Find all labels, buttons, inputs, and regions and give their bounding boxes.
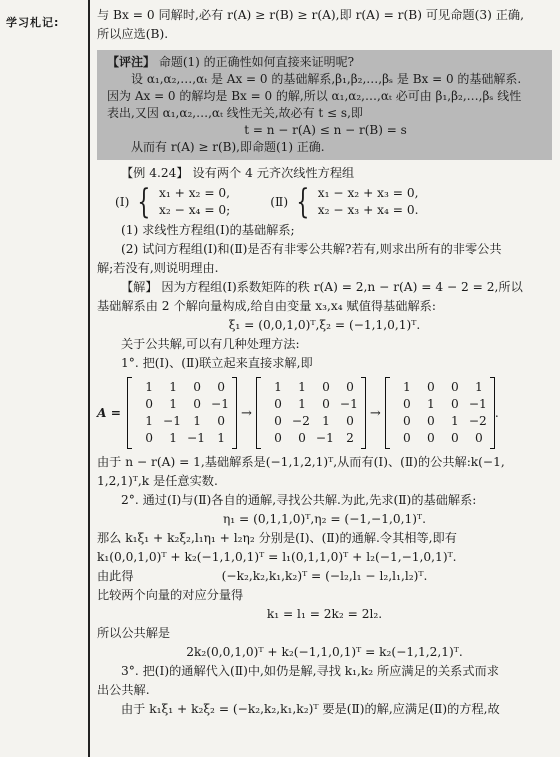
matrix-cell: 0	[451, 431, 459, 445]
solution-line: 【解】 因为方程组(Ⅰ)系数矩阵的秩 r(A) = 2,n − r(A) = 4 − 2 = 2,所以	[121, 280, 523, 294]
matrix-cell: 0	[427, 414, 435, 428]
matrix-cell: 1	[169, 380, 177, 394]
matrix-cell: 0	[346, 380, 354, 394]
equation-systems	[97, 182, 552, 222]
formula-eq3: k₁ = l₁ = 2k₂ = 2l₂.	[266, 607, 383, 621]
formula-eta: η₁ = (0,1,1,0)ᵀ,η₂ = (−1,−1,0,1)ᵀ.	[223, 512, 426, 526]
matrix-cell: −1	[468, 397, 487, 411]
text-line: 1,2,1)ᵀ,k 是任意实数.	[97, 474, 218, 488]
matrix-cell: 1	[145, 414, 153, 428]
remark-tag: 【评注】	[107, 55, 156, 69]
formula-eq1: k₁(0,0,1,0)ᵀ + k₂(−1,1,0,1)ᵀ = l₁(0,1,1,0)ᵀ + l₂(−1,−1,0,1)ᵀ.	[97, 550, 457, 564]
matrix-cell: 0	[427, 380, 435, 394]
matrix-period: .	[494, 405, 499, 420]
system-1	[115, 182, 231, 222]
text-line: 比较两个向量的对应分量得	[97, 588, 244, 602]
text-line: 由于 k₁ξ₁ + k₂ξ₂ = (−k₂,k₂,k₁,k₂)ᵀ 要是(Ⅱ)的解,应满足(Ⅱ)的方程,故	[121, 702, 500, 716]
remark-line: 设 α₁,α₂,…,αₜ 是 Ax = 0 的基础解系,β₁,β₂,…,βₛ 是 Bx = 0 的基础解系.	[131, 72, 522, 86]
matrix-cell: 0	[322, 397, 330, 411]
matrix-cell: 1	[451, 414, 459, 428]
matrix-cell: 0	[451, 380, 459, 394]
matrix-cell: 0	[346, 414, 354, 428]
matrix-cell: 0	[322, 380, 330, 394]
page-content	[97, 6, 552, 719]
matrix-cell: 0	[217, 380, 225, 394]
matrix-cell: −1	[187, 431, 205, 445]
text-line: 关于公共解,可以有几种处理方法:	[121, 337, 300, 351]
brace: {	[296, 182, 310, 222]
remark-line: 从而有 r(A) ≥ r(B),即命题(1) 正确.	[131, 140, 325, 154]
matrix-reduction	[97, 377, 552, 449]
matrix-cell: 1	[427, 397, 435, 411]
method-2: 2°. 通过(Ⅰ)与(Ⅱ)各自的通解,寻找公共解.为此,先求(Ⅱ)的基础解系:	[121, 493, 477, 507]
matrix-symbol: A =	[97, 405, 121, 420]
matrix-1	[127, 377, 237, 449]
matrix-cell: 1	[193, 414, 201, 428]
text-line: 出公共解.	[97, 683, 150, 697]
system-2	[270, 182, 419, 222]
matrix-cell: 1	[298, 397, 306, 411]
matrix-cell: 1	[169, 431, 177, 445]
text-line: 由于 n − r(A) = 1,基础解系是(−1,1,2,1)ᵀ,从而有(Ⅰ)、(Ⅱ)的公共解:k(−1,	[97, 455, 505, 469]
matrix-cell: −1	[315, 431, 334, 445]
matrix-cell: 0	[193, 380, 201, 394]
matrix-cell: −2	[291, 414, 310, 428]
equation: x₁ + x₂ = 0,	[158, 186, 231, 200]
matrix-2	[256, 377, 366, 449]
equation: x₂ − x₃ + x₄ = 0.	[317, 203, 419, 217]
matrix-cell: 0	[274, 414, 282, 428]
question: (1) 求线性方程组(Ⅰ)的基础解系;	[121, 223, 295, 237]
matrix-cell: 0	[145, 397, 153, 411]
system-2-label: (Ⅱ)	[270, 194, 289, 209]
equation: x₂ − x₄ = 0;	[158, 203, 231, 217]
matrix-cell: 1	[169, 397, 177, 411]
margin-rule	[88, 0, 90, 757]
matrix-cell: 0	[403, 397, 411, 411]
matrix-cell: 1	[475, 380, 483, 394]
matrix-cell: 2	[346, 431, 354, 445]
matrix-cell: 0	[403, 431, 411, 445]
matrix-cell: 0	[145, 431, 153, 445]
remark-formula: t = n − r(A) ≤ n − r(B) = s	[244, 123, 407, 137]
formula-eq4: 2k₂(0,0,1,0)ᵀ + k₂(−1,1,0,1)ᵀ = k₂(−1,1,2,1)ᵀ.	[186, 645, 463, 659]
matrix-cell: 0	[274, 431, 282, 445]
formula-xi: ξ₁ = (0,0,1,0)ᵀ,ξ₂ = (−1,1,0,1)ᵀ.	[228, 318, 421, 332]
matrix-cell: 0	[298, 431, 306, 445]
brace: {	[137, 182, 151, 222]
matrix-cell: 0	[403, 414, 411, 428]
remark-line: 因为 Ax = 0 的解均是 Bx = 0 的解,所以 α₁,α₂,…,αₜ 必可由 β₁,β₂,…,βₛ 线性	[107, 89, 522, 103]
remark-line: 表出,又因 α₁,α₂,…,αₜ 线性无关,故必有 t ≤ s,即	[107, 106, 363, 120]
matrix-cell: 1	[217, 431, 225, 445]
text-line: 与 Bx = 0 同解时,必有 r(A) ≥ r(B) ≥ r(A),即 r(A) = r(B) 可见命题(3) 正确,	[97, 8, 524, 22]
question: 解;若没有,则说明理由.	[97, 261, 219, 275]
text-line: 所以应选(B).	[97, 27, 169, 41]
matrix-cell: −1	[163, 414, 181, 428]
matrix-cell: 1	[298, 380, 306, 394]
matrix-cell: 1	[274, 380, 282, 394]
matrix-cell: 0	[274, 397, 282, 411]
solution-line: 基础解系由 2 个解向量构成,给自由变量 x₃,x₄ 赋值得基础解系:	[97, 299, 436, 313]
matrix-cell: 1	[322, 414, 330, 428]
equation: x₁ − x₂ + x₃ = 0,	[317, 186, 419, 200]
row-reduce-arrow: →	[369, 405, 381, 421]
text-line: 由此得	[97, 569, 134, 583]
matrix-cell: 0	[217, 414, 225, 428]
matrix-cell: −1	[339, 397, 358, 411]
text-line: 所以公共解是	[97, 626, 171, 640]
matrix-cell: 0	[193, 397, 201, 411]
question: (2) 试问方程组(Ⅰ)和(Ⅱ)是否有非零公共解?若有,则求出所有的非零公共	[121, 242, 502, 256]
matrix-cell: 1	[145, 380, 153, 394]
method-1: 1°. 把(Ⅰ)、(Ⅱ)联立起来直接求解,即	[121, 356, 313, 370]
row-reduce-arrow: →	[241, 405, 252, 421]
system-1-label: (Ⅰ)	[115, 194, 130, 209]
matrix-cell: 1	[403, 380, 411, 394]
matrix-cell: −2	[468, 414, 487, 428]
matrix-cell: 0	[427, 431, 435, 445]
margin-label: 学习札记:	[6, 16, 60, 29]
matrix-cell: −1	[211, 397, 229, 411]
text-line: 那么 k₁ξ₁ + k₂ξ₂,l₁η₁ + l₂η₂ 分别是(Ⅰ)、(Ⅱ)的通解.令其相等,即有	[97, 531, 457, 545]
formula-eq2: (−k₂,k₂,k₁,k₂)ᵀ = (−l₂,l₁ − l₂,l₁,l₂)ᵀ.	[221, 569, 428, 583]
example-heading: 【例 4.24】 设有两个 4 元齐次线性方程组	[121, 166, 355, 180]
matrix-cell: 0	[451, 397, 459, 411]
method-3: 3°. 把(Ⅰ)的通解代入(Ⅱ)中,如仍是解,寻找 k₁,k₂ 所应满足的关系式而求	[121, 664, 499, 678]
matrix-cell: 0	[475, 431, 483, 445]
remark-box	[97, 50, 552, 160]
remark-line: 命题(1) 的正确性如何直接来证明呢?	[155, 55, 355, 69]
matrix-3	[385, 377, 495, 449]
